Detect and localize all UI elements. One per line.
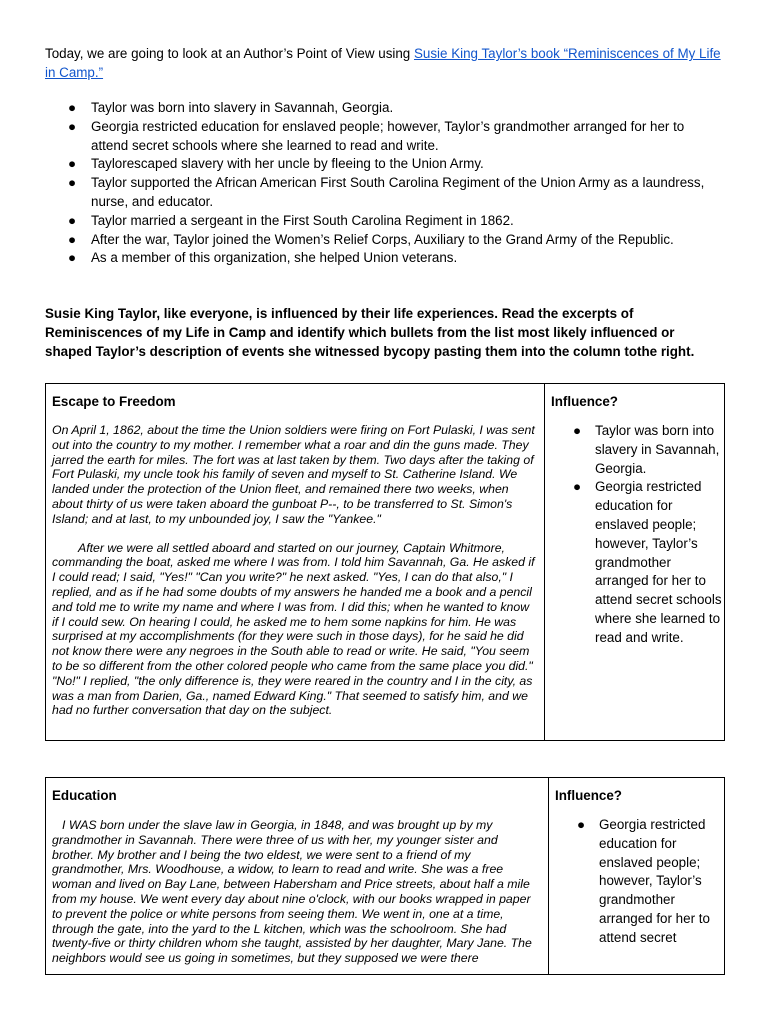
influence-text: Taylor was born into slavery in Savannah, Georgia. xyxy=(595,423,720,476)
bullet-dot-icon: ● xyxy=(68,118,77,134)
table-header: Education xyxy=(52,788,117,803)
intro-paragraph xyxy=(45,44,725,82)
influence-header: Influence? xyxy=(551,394,618,409)
bullet-text: Taylor was born into slavery in Savannah, Georgia. xyxy=(91,100,394,115)
bullet-dot-icon: ● xyxy=(573,423,582,438)
bullet-text: After the war, Taylor joined the Women’s Relief Corps, Auxiliary to the Grand Army of the Republic. xyxy=(91,231,674,247)
influence-item xyxy=(549,816,724,948)
bullet-item xyxy=(45,231,725,250)
education-table xyxy=(45,777,725,975)
excerpt-cell xyxy=(46,778,549,975)
influence-cell[interactable] xyxy=(549,778,725,975)
bullet-text: Taylor married a sergeant in the First South Carolina Regiment in 1862. xyxy=(91,212,514,228)
influence-header: Influence? xyxy=(555,788,622,803)
bullet-text: Taylorescaped slavery with her uncle by fleeing to the Union Army. xyxy=(91,156,484,172)
bullet-dot-icon: ● xyxy=(68,175,77,191)
bullet-item xyxy=(45,99,725,118)
bullet-item xyxy=(45,249,725,268)
bullet-text: Georgia restricted education for enslaved people; however, Taylor’s grandmother arranged for her to attend secret schools where she learned to read and write. xyxy=(91,118,685,153)
bullet-text: Taylor supported the African American First South Carolina Regiment of the Union Army as a laundress, nurse, and educator. xyxy=(91,175,705,209)
intro-text: Today, we are going to look at an Author’s Point of View using xyxy=(45,46,414,61)
bullet-dot-icon: ● xyxy=(68,156,77,172)
bullet-dot-icon: ● xyxy=(68,100,77,115)
influence-list xyxy=(549,816,724,948)
bullet-item xyxy=(45,118,725,156)
excerpt-text xyxy=(46,423,544,718)
influence-cell[interactable] xyxy=(545,384,725,741)
influence-text: Georgia restricted education for enslaved people; however, Taylor’s grandmother arranged for her to attend secret schools where she learned to read and write. xyxy=(595,479,722,645)
excerpt-paragraph: After we were all settled aboard and started on our journey, Captain Whitmore, commanding the boat, asked me where I was from. I told him Savannah, Ga. He asked if I could read; I said, "Yes!" "Can you write?" he next asked. "Yes, I can do that also," I replied, and as if he had some doubts of my answers he handed me a book and a pencil and told me to write my name and where I was from. I did this; when he wanted to know if I could sew. On hearing I could, he asked me to hem some napkins for him. He was surprised at my accomplishments (for they were such in those days), for he said he did not know there were any negroes in the South able to read or write. He said, "You seem to be so different from the other colored people who came from the same place you did." "No!" I replied, "the only difference is, they were reared in the country and I in the city, as was a man from Darien, Ga., named Edward King." That seemed to satisfy him, and we had no further conversation that day on the subject. xyxy=(52,540,535,718)
bullet-item xyxy=(45,155,725,174)
excerpt-cell xyxy=(46,384,545,741)
escape-to-freedom-table xyxy=(45,383,725,741)
influence-text: Georgia restricted education for enslaved people; however, Taylor’s grandmother arranged for her to attend secret xyxy=(599,817,710,945)
document-page xyxy=(45,44,725,375)
bullet-text: As a member of this organization, she helped Union veterans. xyxy=(91,250,458,266)
bullet-dot-icon: ● xyxy=(573,479,582,495)
bullet-dot-icon: ● xyxy=(68,250,77,266)
bullet-item xyxy=(45,212,725,231)
book-link[interactable]: Susie King Taylor’s book “Reminiscences of My Life in Camp.” xyxy=(45,46,721,80)
task-instructions: Susie King Taylor, like everyone, is influenced by their life experiences. Read the excerpts of Reminiscences of my Life in Camp and identify which bullets from the list most likely influenced or shaped Taylor’s description of events she witnessed bycopy pasting them into the column tothe right. xyxy=(45,306,695,360)
bullet-dot-icon: ● xyxy=(68,212,77,228)
fact-bullet-list xyxy=(45,99,725,268)
table-header: Escape to Freedom xyxy=(52,394,176,409)
excerpt-text xyxy=(46,818,548,966)
bullet-dot-icon: ● xyxy=(577,817,586,832)
influence-item xyxy=(545,422,724,478)
excerpt-paragraph: I WAS born under the slave law in Georgia, in 1848, and was brought up by my grandmother in Savannah. There were three of us with her, my younger sister and brother. My brother and I being the two eldest, we were sent to a friend of my grandmother, Mrs. Woodhouse, a widow, to learn to read and write. She was a free woman and lived on Bay Lane, between Habersham and Price streets, about half a mile from my house. We went every day about nine o'clock, with our books wrapped in paper to prevent the police or white persons from seeing them. We went in, one at a time, through the gate, into the yard to the L kitchen, which was the schoolroom. She had twenty-five or thirty children whom she taught, assisted by her daughter, Mary Jane. The neighbors would see us going in sometimes, but they supposed we were there xyxy=(52,818,532,966)
excerpt-paragraph: On April 1, 1862, about the time the Union soldiers were firing on Fort Pulaski, I was sent out into the country to my mother. I remember what a roar and din the guns made. They jarred the earth for miles. The fort was at last taken by them. Two days after the taking of Fort Pulaski, my uncle took his family of seven and myself to St. Catherine Island. We landed under the protection of the Union fleet, and remained there two weeks, when about thirty of us were taken aboard the gunboat P--, to be transferred to St. Simon's Island; and at last, to my unbounded joy, I saw the "Yankee." xyxy=(52,423,535,526)
influence-list xyxy=(545,422,724,648)
bullet-item xyxy=(45,174,725,212)
influence-item xyxy=(545,478,724,647)
bullet-dot-icon: ● xyxy=(68,231,77,247)
